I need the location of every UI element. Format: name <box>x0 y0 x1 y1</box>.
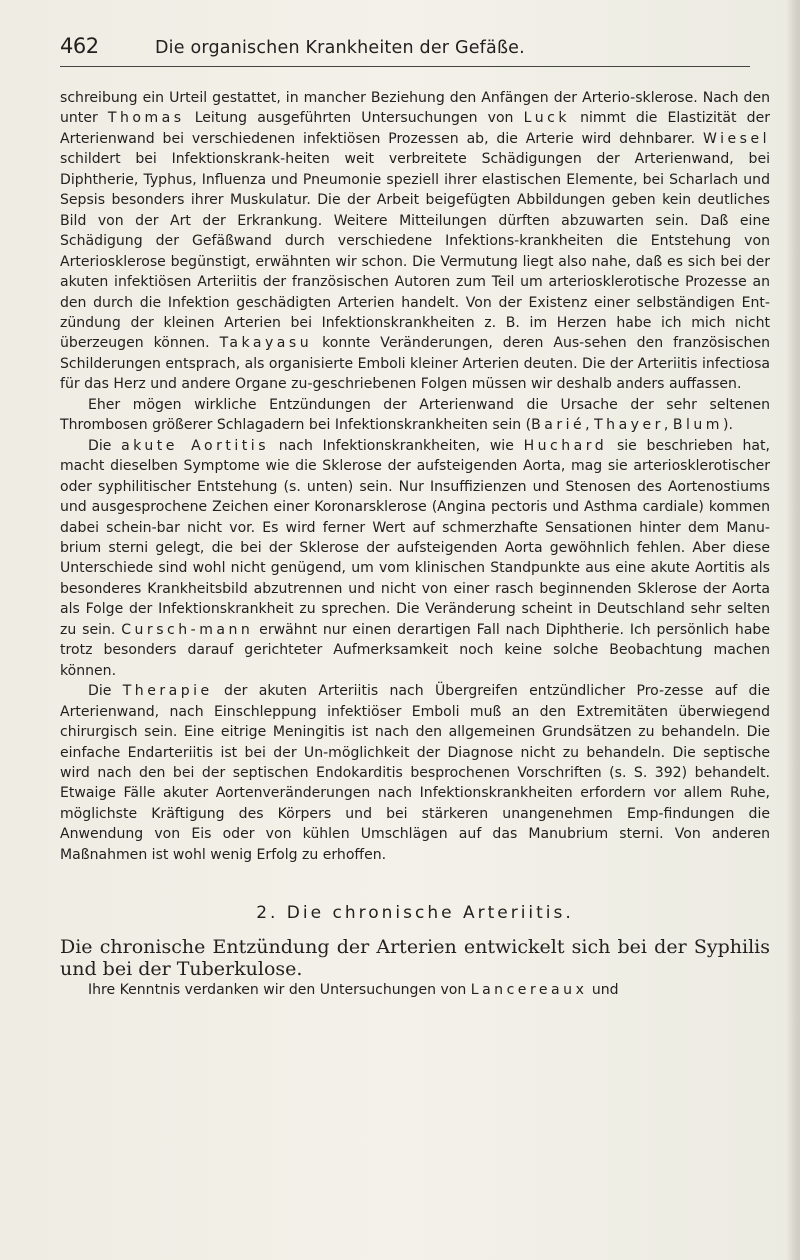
paragraph: Die akute Aortitis nach Infektionskrankheiten, wie Huchard sie beschrieben hat, macht dieselben Symptome wie die Sklerose der aufsteigenden Aorta, mag sie arteriosklerotischer oder syphilitischer Entstehung (s. unten) sein. Nur Insuffizienzen und Stenosen des Aortenostiums und ausgesprochene Zeichen einer Koronarsklerose (Angina pectoris und Asthma cardiale) kommen dabei schein-bar nicht vor. Es wird ferner Wert auf schmerzhafte Sensationen hinter dem Manu-brium sterni gelegt, die bei der Sklerose der aufsteigenden Aorta gewöhnlich fehlen. Aber diese Unterschiede sind wohl nicht genügend, um vom klinischen Standpunkte aus eine akute Aortitis als besonderes Krankheitsbild abzutrennen und nicht von einer rasch beginnenden Sklerose der Aorta als Folge der Infektionskrankheit zu sprechen. Die Veränderung scheint in Deutschland sehr selten zu sein. Cursch-mann erwähnt nur einen derartigen Fall nach Diphtherie. Ich persönlich habe trotz besonders darauf gerichteter Aufmerksamkeit noch keine solche Beobachtung machen können. <box>60 437 771 679</box>
spaced-name: Cursch-mann <box>121 621 254 638</box>
section-heading: 2. Die chronische Arteriitis. <box>256 903 574 924</box>
spaced-name: Takayasu <box>219 335 313 352</box>
section-lead-sentence: Die chronische Entzündung der Arterien entwickelt sich bei der Syphilis und bei der Tuberkulose. <box>60 935 770 980</box>
page-header <box>60 34 760 70</box>
spaced-name: Barié <box>531 417 586 434</box>
spaced-name: Wiesel <box>703 130 770 147</box>
header-rule <box>60 66 750 67</box>
paragraph: schreibung ein Urteil gestattet, in mancher Beziehung den Anfängen der Arterio-sklerose. Nach den unter Thomas Leitung ausgeführten Untersuchungen von Luck nimmt die Elastizität der Arterienwand bei verschiedenen infektiösen Prozessen ab, die Arterie wird dehnbarer. Wiesel schildert bei Infektionskrank-heiten weit verbreitete Schädigungen der Arterienwand, bei Diphtherie, Typhus, Influenza und Pneumonie speziell ihrer elastischen Elemente, bei Scharlach und Sepsis besonders ihrer Muskulatur. Die der Arbeit beigefügten Abbildungen geben kein deutliches Bild von der Art der Erkrankung. Weitere Mitteilungen dürften abzuwarten sein. Daß eine Schädigung der Gefäßwand durch verschiedene Infektions-krankheiten die Entstehung von Arteriosklerose begünstigt, erwähnten wir schon. Die Vermutung liegt also nahe, daß es sich bei der akuten infektiösen Arteriitis der französischen Autoren zum Teil um arteriosklerotische Prozesse an den durch die Infektion geschädigten Arterien handelt. Von der Existenz einer selbständigen Ent-zündung der kleinen Arterien bei Infektionskrankheiten z. B. im Herzen habe ich mich nicht überzeugen können. Takayasu konnte Veränderungen, deren Aus-sehen den französischen Schilderungen entsprach, als organisierte Emboli kleiner Arterien deuten. Die der Arteriitis infectiosa für das Herz und andere Organe zu-geschriebenen Folgen müssen wir deshalb anders auffassen. <box>60 90 771 393</box>
spaced-name: Therapie <box>122 683 213 700</box>
spaced-name: akute Aortitis <box>121 437 270 454</box>
body-text <box>60 88 770 1000</box>
spaced-name: Thayer <box>594 417 664 434</box>
spaced-name: Huchard <box>523 437 608 454</box>
spaced-name: Thomas <box>107 110 185 127</box>
spaced-name: Blum <box>672 417 723 434</box>
paragraph: Eher mögen wirkliche Entzündungen der Arterienwand die Ursache der sehr seltenen Thrombosen größerer Schlagadern bei Infektionskrankheiten sein (Barié, Thayer, Blum). <box>60 396 770 434</box>
spaced-name: Luck <box>523 110 570 127</box>
spaced-name: Lancereaux <box>470 981 588 998</box>
page-number: 462 <box>60 34 99 58</box>
paragraph: Die Therapie der akuten Arteriitis nach Übergreifen entzündlicher Pro-zesse auf die Arterienwand, nach Einschleppung infektiöser Emboli muß an den Extremitäten überwiegend chirurgisch sein. Eine eitrige Meningitis ist nach den allgemeinen Grundsätzen zu behandeln. Die einfache Endarteriitis ist bei der Un-möglichkeit der Diagnose nicht zu behandeln. Die septische wird nach den bei der septischen Endokarditis besprochenen Vorschriften (s. S. 392) behandelt. Etwaige Fälle akuter Aortenveränderungen nach Infektionskrankheiten erfordern vor allem Ruhe, möglichste Kräftigung des Körpers und bei stärkeren unangenehmen Emp-findungen die Anwendung von Eis oder von kühlen Umschlägen auf das Manubrium sterni. Von anderen Maßnahmen ist wohl wenig Erfolg zu erhoffen. <box>60 683 771 863</box>
running-head: Die organischen Krankheiten der Gefäße. <box>155 38 525 58</box>
page-edge-shadow <box>786 0 800 1260</box>
paragraph-continued: Ihre Kenntnis verdanken wir den Untersuchungen von Lancereaux und <box>88 981 619 998</box>
